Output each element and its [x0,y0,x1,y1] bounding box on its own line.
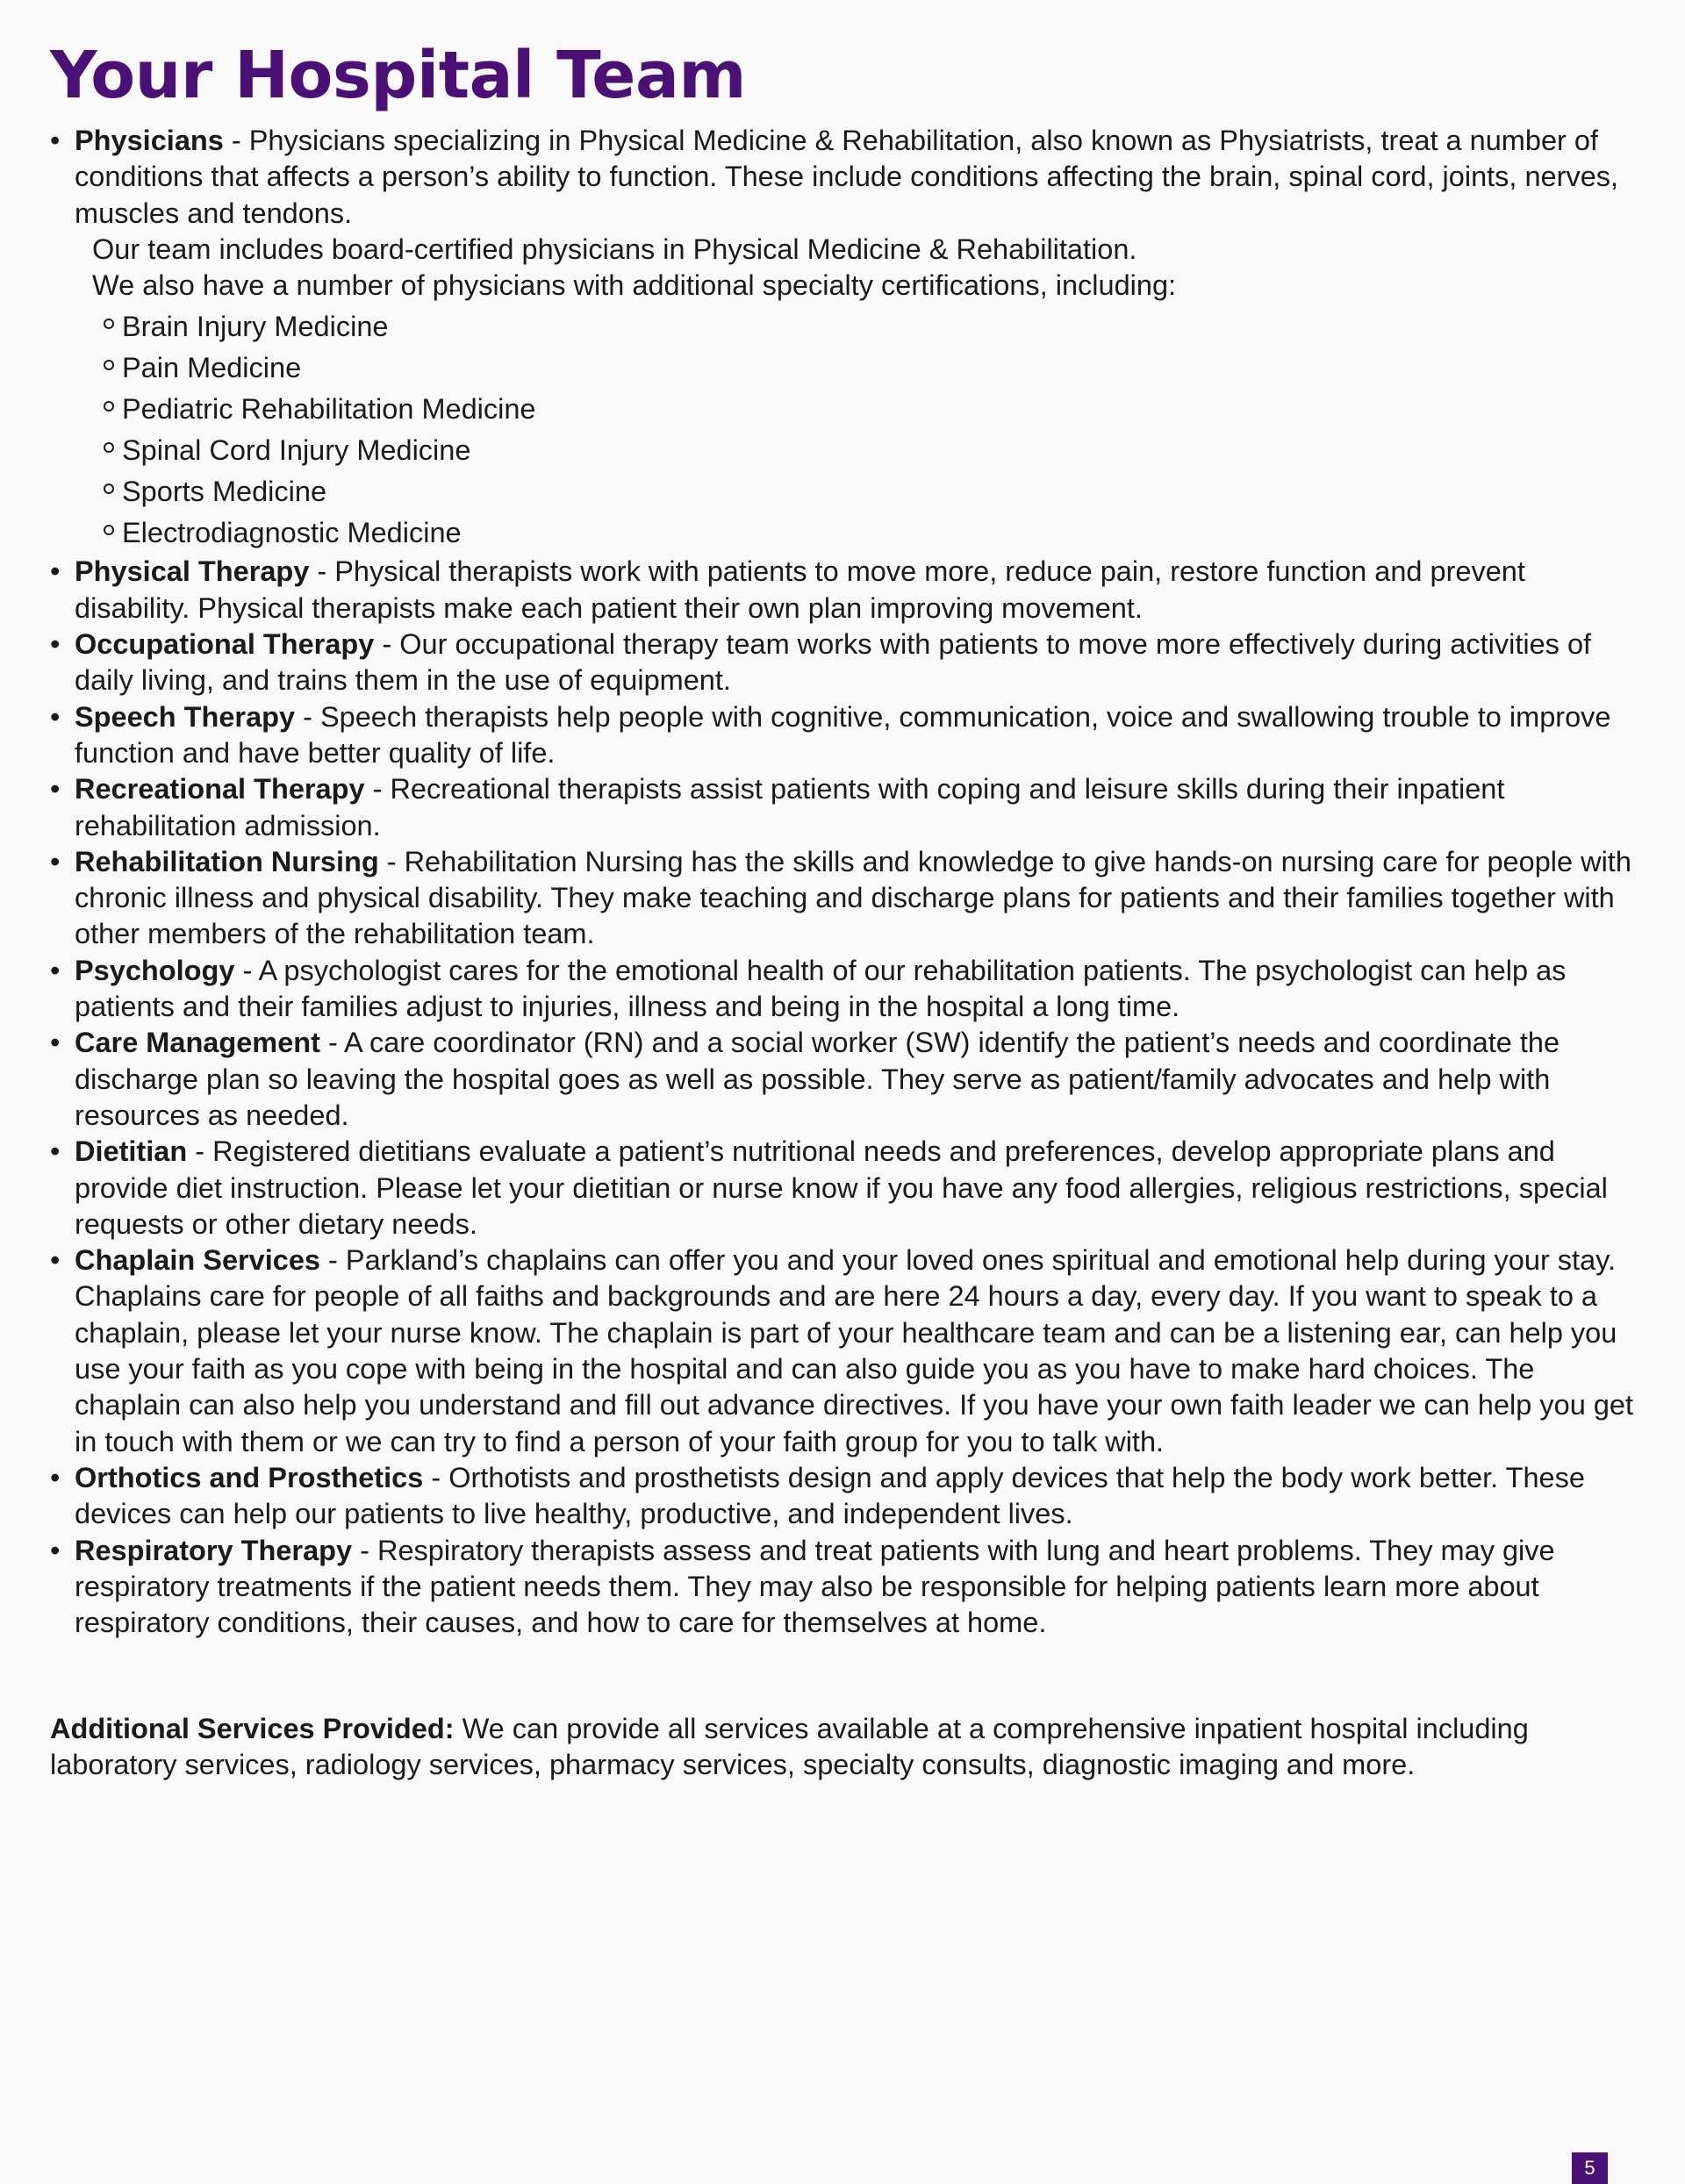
term-orthotics-prosthetics: Orthotics and Prosthetics [75,1461,424,1493]
separator: - [352,1534,377,1566]
specialty-list [75,306,1647,554]
separator: - [223,125,249,156]
description-physicians: Physicians specializing in Physical Medicine & Rehabilitation, also known as Physiatrists, treat a number of conditions that affects a person’s ability to function. These include conditions affecting the brain, spinal cord, joints, nerves, muscles and tendons. [75,125,1619,229]
bullet-icon: • [50,773,61,806]
team-item-dietitian [50,1134,1647,1242]
bullet-icon: • [50,1135,61,1168]
physicians-note-board-certified: Our team includes board-certified physicians in Physical Medicine & Rehabilitation. [92,233,1137,265]
bullet-icon: • [50,125,61,156]
term-physical-therapy: Physical Therapy [75,555,310,588]
team-item-speech-therapy [50,699,1647,772]
specialty-item: Sports Medicine [75,471,1647,512]
description-respiratory-therapy: Respiratory therapists assess and treat patients with lung and heart problems. They may give respiratory treatments if the patient needs them. They may also be responsible for helping patients learn more about respiratory conditions, their causes, and how to care for themselves at home. [75,1534,1555,1639]
team-item-recreational-therapy [50,771,1647,844]
team-item-respiratory-therapy [50,1533,1647,1642]
term-speech-therapy: Speech Therapy [75,700,296,733]
description-chaplain-services: Parkland’s chaplains can offer you and your loved ones spiritual and emotional help during your stay. Chaplains care for people of all faiths and backgrounds and are here 24 hours a day, every day. If you want to speak to a chaplain, please let your nurse know. The chaplain is part of your healthcare team and can be a listening ear, can help you use your faith as you cope with being in the hospital and can also guide you as you have to make hard choices. The chaplain can also help you understand and fill out advance directives. If you have your own faith leader we can help you get in touch with them or we can try to find a person of your faith group for you to talk with. [75,1244,1633,1457]
description-recreational-therapy: Recreational therapists assist patients with coping and leisure skills during their inpatient rehabilitation admission. [75,773,1505,841]
bullet-icon: • [50,845,61,877]
specialty-item: Pediatric Rehabilitation Medicine [75,389,1647,430]
term-psychology: Psychology [75,954,235,986]
bullet-icon: • [50,1461,61,1493]
specialty-item: Brain Injury Medicine [75,306,1647,347]
separator: - [374,628,400,661]
description-rehabilitation-nursing: Rehabilitation Nursing has the skills and knowledge to give hands-on nursing care for people with chronic illness and physical disability. They make teaching and discharge plans for patients and their families together with other members of the rehabilitation team. [75,845,1631,950]
term-rehabilitation-nursing: Rehabilitation Nursing [75,845,379,877]
page-title: Your Hospital Team [50,38,747,113]
separator: - [320,1244,346,1277]
separator: - [309,555,335,588]
team-item-chaplain-services [50,1242,1647,1460]
team-item-psychology [50,953,1647,1026]
description-care-management: A care coordinator (RN) and a social worker (SW) identify the patient’s needs and coordinate the discharge plan so leaving the hospital goes as well as possible. They serve as patient/family advocates and help with resources as needed. [75,1027,1560,1131]
team-list [50,123,1647,1641]
term-chaplain-services: Chaplain Services [75,1244,320,1277]
specialty-item: Electrodiagnostic Medicine [75,512,1647,554]
team-item-physicians [50,123,1647,554]
term-respiratory-therapy: Respiratory Therapy [75,1534,353,1566]
page-number-badge: 5 [1572,2152,1608,2184]
specialty-item: Pain Medicine [75,347,1647,389]
description-dietitian: Registered dietitians evaluate a patient’s nutritional needs and preferences, develop appropriate plans and provide diet instruction. Please let your dietitian or nurse know if you have any food allergies, religious restrictions, special requests or other dietary needs. [75,1135,1608,1240]
separator: - [319,1027,345,1059]
team-item-orthotics-prosthetics [50,1460,1647,1533]
additional-services-text: We can provide all services available at a comprehensive inpatient hospital including laboratory services, radiology services, pharmacy services, specialty consults, diagnostic imaging and more. [50,1713,1529,1781]
term-occupational-therapy: Occupational Therapy [75,628,375,661]
description-psychology: A psychologist cares for the emotional health of our rehabilitation patients. The psychologist can help as patients and their families adjust to injuries, illness and being in the hospital a long time. [75,954,1567,1023]
term-dietitian: Dietitian [75,1135,188,1168]
term-recreational-therapy: Recreational Therapy [75,773,365,806]
description-speech-therapy: Speech therapists help people with cognitive, communication, voice and swallowing trouble to improve function and have better quality of life. [75,700,1611,769]
bullet-icon: • [50,1534,61,1566]
team-item-rehabilitation-nursing [50,844,1647,953]
bullet-icon: • [50,700,61,733]
separator: - [187,1135,213,1168]
team-item-physical-therapy [50,554,1647,627]
separator: - [295,700,320,733]
separator: - [423,1461,449,1493]
separator: - [234,954,259,986]
separator: - [378,845,405,877]
bullet-icon: • [50,628,61,661]
bullet-icon: • [50,555,61,588]
description-physical-therapy: Physical therapists work with patients to move more, reduce pain, restore function and prevent disability. Physical therapists make each patient their own plan improving movement. [75,555,1525,624]
physicians-note-specialties: We also have a number of physicians with additional specialty certifications, including: [92,269,1177,302]
separator: - [364,773,391,806]
term-care-management: Care Management [75,1027,320,1059]
specialty-item: Spinal Cord Injury Medicine [75,430,1647,471]
additional-services-label: Additional Services Provided: [50,1713,455,1744]
team-item-occupational-therapy [50,627,1647,699]
bullet-icon: • [50,954,61,986]
additional-services [50,1711,1630,1784]
team-item-care-management [50,1025,1647,1134]
description-orthotics-prosthetics: Orthotists and prosthetists design and apply devices that help the body work better. These devices can help our patients to live healthy, productive, and independent lives. [75,1461,1585,1530]
term-physicians: Physicians [75,125,224,156]
bullet-icon: • [50,1027,61,1059]
description-occupational-therapy: Our occupational therapy team works with patients to move more effectively during activities of daily living, and trains them in the use of equipment. [75,628,1592,697]
bullet-icon: • [50,1244,61,1277]
